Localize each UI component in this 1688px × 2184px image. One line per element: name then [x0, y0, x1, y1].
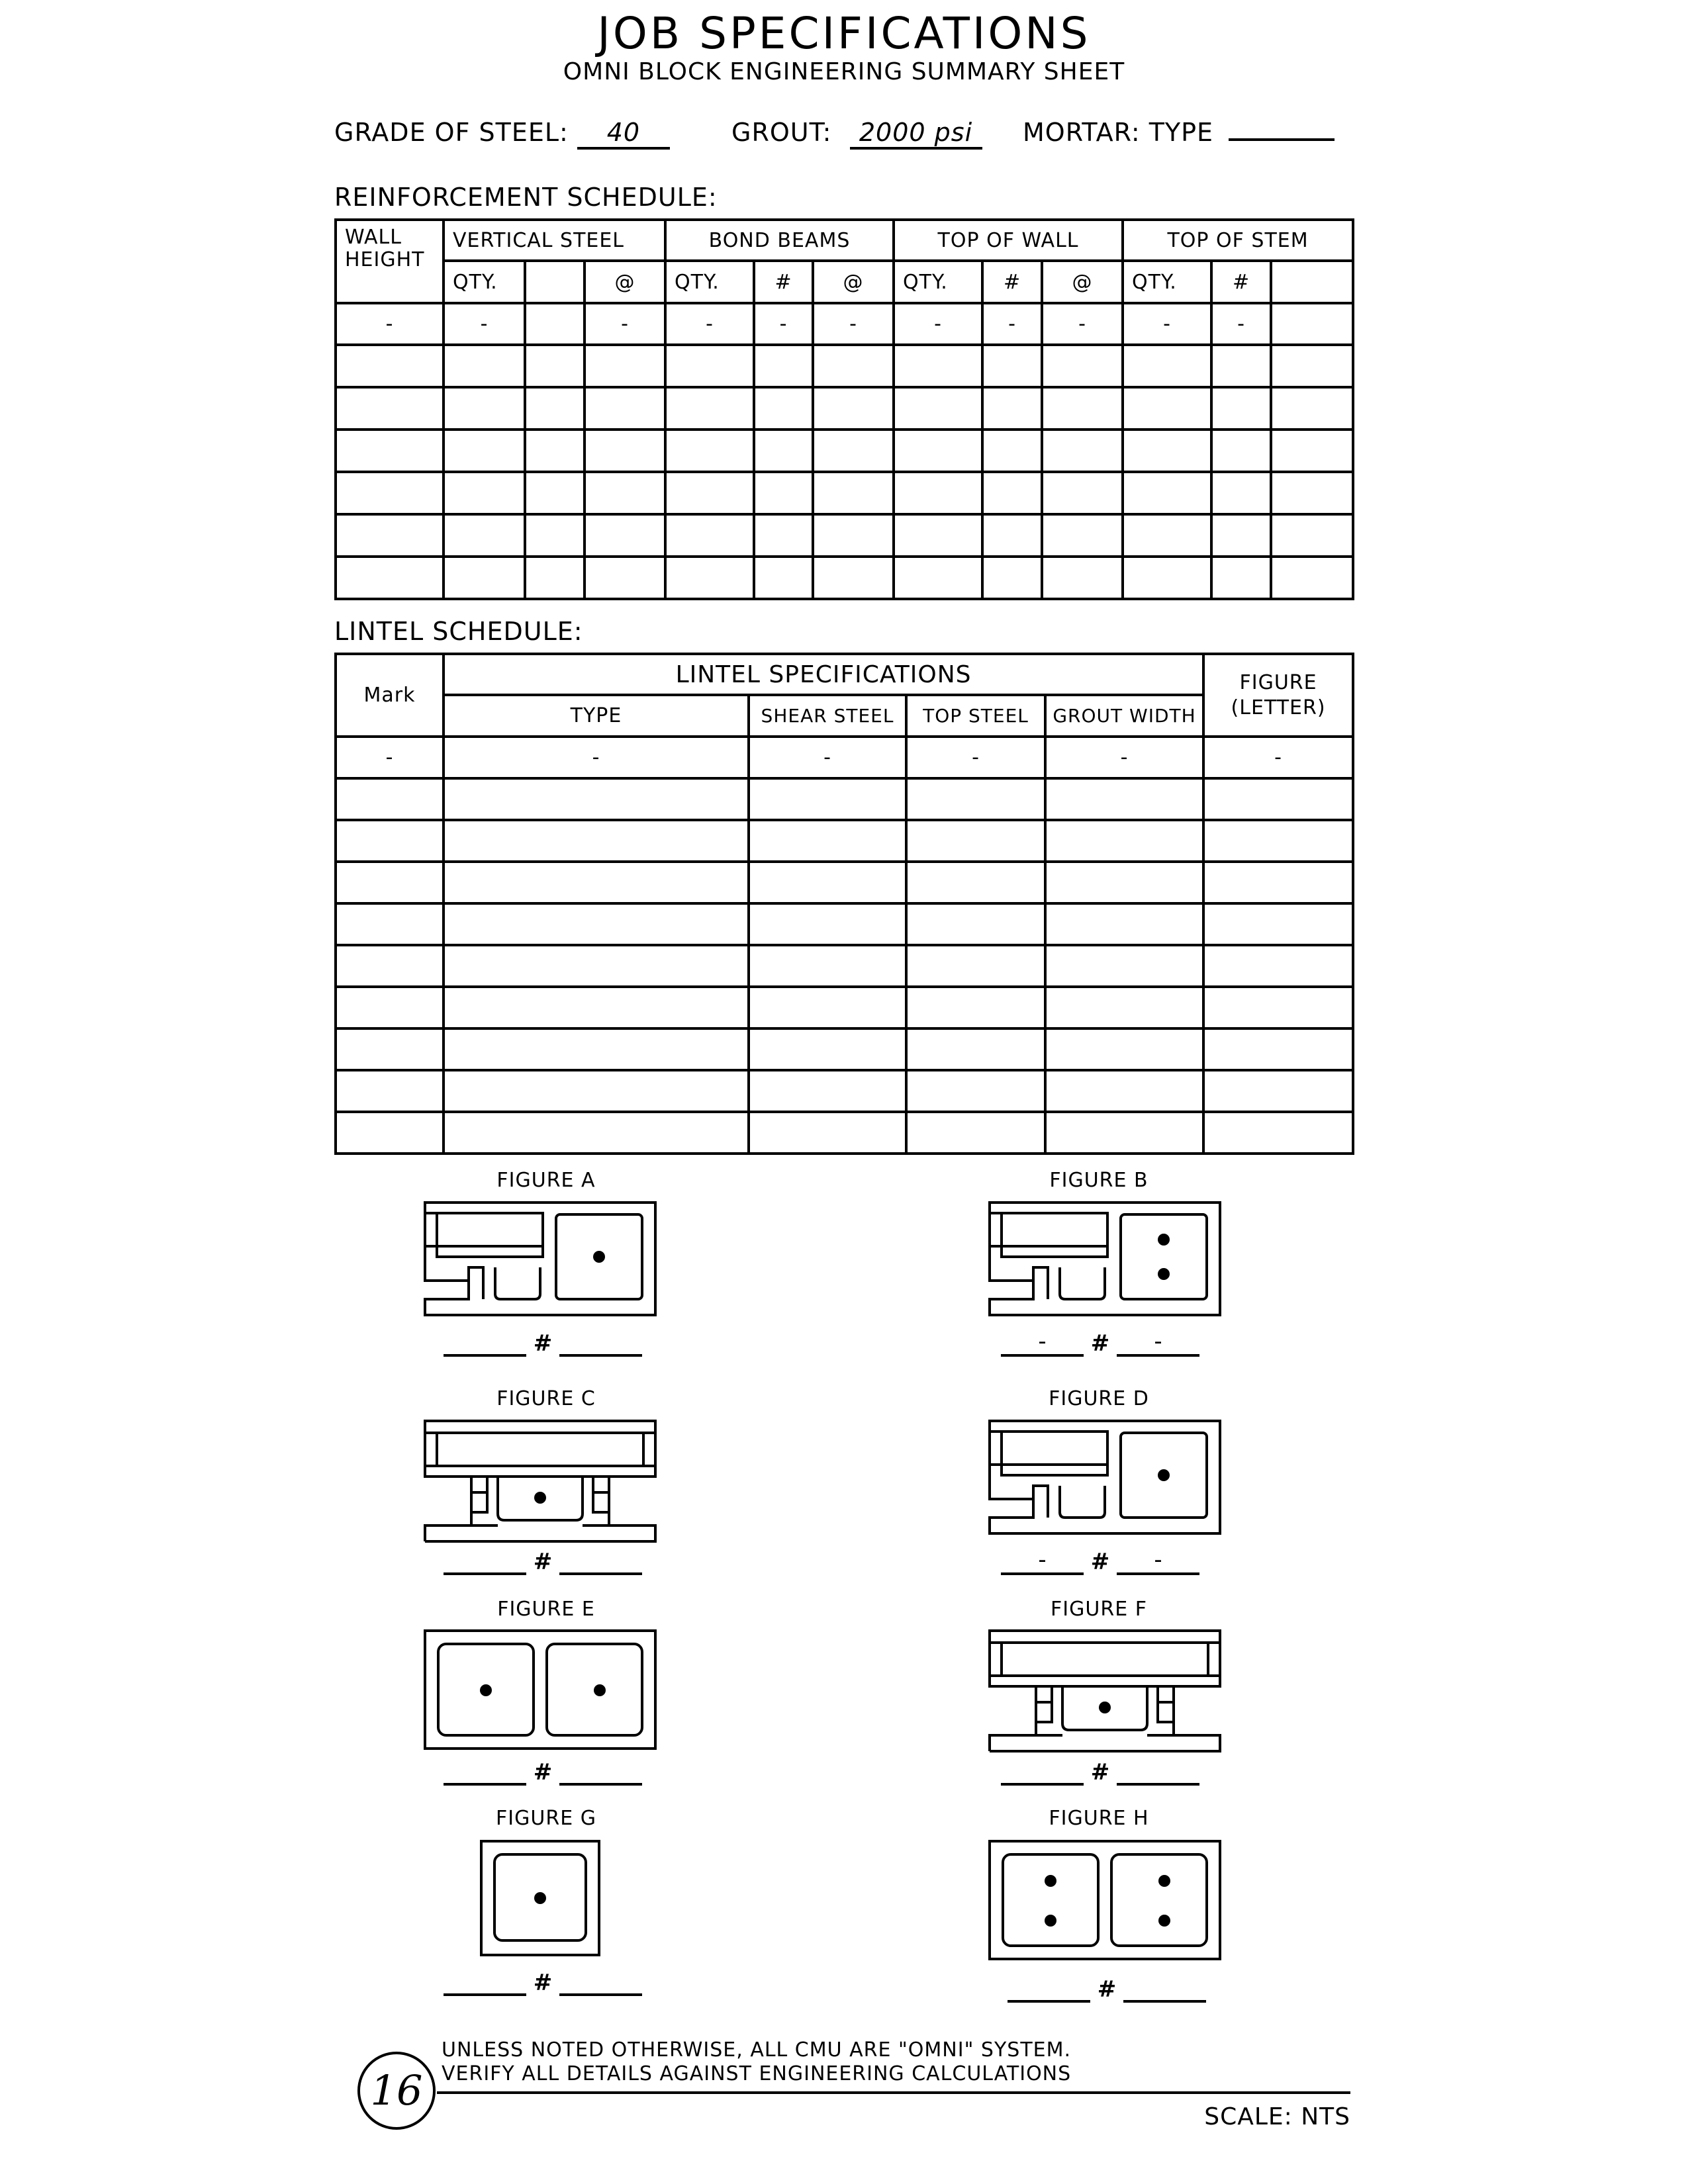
table-cell[interactable]	[1045, 945, 1203, 987]
table-cell[interactable]	[1271, 430, 1353, 472]
table-row	[336, 903, 1353, 945]
table-cell[interactable]	[894, 430, 982, 472]
page-number-badge: 16	[357, 2052, 436, 2130]
table-cell[interactable]	[444, 1070, 749, 1112]
table-row	[336, 862, 1353, 903]
figure-a-label: FIGURE A	[496, 1169, 596, 1192]
table-cell[interactable]	[749, 1112, 906, 1154]
wall-height-header: WALL HEIGHT	[336, 220, 444, 303]
table-cell[interactable]	[1042, 430, 1123, 472]
table-cell[interactable]	[1271, 345, 1353, 387]
table-cell[interactable]: -	[982, 303, 1042, 345]
table-row	[336, 303, 1353, 345]
table-cell[interactable]	[1203, 778, 1353, 820]
grout-field	[731, 118, 982, 150]
hash-symbol: #	[1097, 1976, 1117, 2003]
table-cell[interactable]	[336, 1112, 444, 1154]
table-cell[interactable]	[813, 430, 894, 472]
table-cell[interactable]: -	[813, 303, 894, 345]
bond-beams-header: BOND BEAMS	[665, 220, 894, 261]
table-cell[interactable]	[1042, 557, 1123, 599]
lintel-specifications-header: LINTEL SPECIFICATIONS	[444, 654, 1203, 695]
hash-symbol: #	[533, 1330, 553, 1357]
table-cell[interactable]	[813, 472, 894, 514]
table-cell[interactable]	[1271, 514, 1353, 557]
figure-c-bar-spec	[437, 1549, 649, 1575]
table-cell[interactable]	[813, 514, 894, 557]
table-cell[interactable]	[525, 472, 585, 514]
figure-b-size-blank[interactable]: -	[1117, 1332, 1199, 1357]
table-cell[interactable]: -	[444, 303, 525, 345]
grout-width-header: GROUT WIDTH	[1045, 695, 1203, 737]
table-cell[interactable]	[336, 778, 444, 820]
grade-of-steel-value[interactable]: 40	[577, 118, 670, 150]
table-cell[interactable]	[1271, 303, 1353, 345]
mortar-field	[1023, 118, 1335, 147]
table-cell[interactable]	[336, 820, 444, 862]
table-cell[interactable]	[894, 514, 982, 557]
reinforcement-table	[334, 218, 1354, 600]
reinforcement-header-row	[336, 220, 1353, 261]
table-cell[interactable]	[749, 1070, 906, 1112]
subheader-cell: @	[585, 261, 665, 303]
figure-b-quantity-blank[interactable]: -	[1001, 1332, 1084, 1357]
table-cell[interactable]	[665, 430, 754, 472]
figure-c-diagram	[424, 1420, 662, 1545]
table-cell[interactable]	[1123, 514, 1211, 557]
table-row	[336, 987, 1353, 1028]
mark-header: Mark	[336, 654, 444, 737]
table-cell[interactable]	[525, 303, 585, 345]
hash-symbol: #	[533, 1549, 553, 1575]
table-cell[interactable]	[444, 778, 749, 820]
table-cell[interactable]	[444, 1112, 749, 1154]
table-cell[interactable]	[585, 557, 665, 599]
table-cell[interactable]	[585, 430, 665, 472]
table-cell[interactable]: -	[1045, 737, 1203, 778]
table-cell[interactable]	[665, 345, 754, 387]
figure-d-diagram	[988, 1420, 1227, 1545]
table-cell[interactable]	[525, 345, 585, 387]
hash-symbol: #	[533, 1970, 553, 1996]
table-cell[interactable]	[1045, 987, 1203, 1028]
table-cell[interactable]	[982, 514, 1042, 557]
table-cell[interactable]	[1211, 387, 1271, 430]
table-cell[interactable]	[336, 1070, 444, 1112]
table-cell[interactable]	[906, 1070, 1045, 1112]
table-row	[336, 1070, 1353, 1112]
table-cell[interactable]	[906, 820, 1045, 862]
table-cell[interactable]	[1123, 387, 1211, 430]
vertical-steel-header: VERTICAL STEEL	[444, 220, 665, 261]
lintel-subheader-row	[336, 695, 1353, 737]
table-cell[interactable]	[336, 987, 444, 1028]
figure-letter-header: FIGURE (LETTER)	[1203, 654, 1353, 737]
figure-d-quantity-blank[interactable]: -	[1001, 1550, 1084, 1575]
lintel-schedule-label: LINTEL SCHEDULE:	[334, 617, 583, 646]
table-cell[interactable]	[585, 345, 665, 387]
subheader-cell: @	[813, 261, 894, 303]
table-row	[336, 1028, 1353, 1070]
table-cell[interactable]: -	[1211, 303, 1271, 345]
figure-d-size-blank[interactable]: -	[1117, 1550, 1199, 1575]
shear-steel-header: SHEAR STEEL	[749, 695, 906, 737]
reinforcement-schedule-label: REINFORCEMENT SCHEDULE:	[334, 183, 718, 212]
table-cell[interactable]: -	[1203, 737, 1353, 778]
table-cell[interactable]	[1045, 903, 1203, 945]
table-cell[interactable]	[585, 387, 665, 430]
table-cell[interactable]: -	[585, 303, 665, 345]
grade-of-steel-label: GRADE OF STEEL:	[334, 118, 569, 147]
table-cell[interactable]	[444, 387, 525, 430]
table-row	[336, 945, 1353, 987]
figure-f-quantity-blank[interactable]	[1001, 1760, 1084, 1786]
subheader-cell: QTY.	[894, 261, 982, 303]
table-cell[interactable]	[1123, 557, 1211, 599]
table-cell[interactable]	[1203, 1028, 1353, 1070]
table-cell[interactable]	[336, 430, 444, 472]
table-cell[interactable]	[982, 472, 1042, 514]
table-cell[interactable]	[1042, 472, 1123, 514]
table-cell[interactable]	[813, 345, 894, 387]
table-cell[interactable]	[894, 557, 982, 599]
hash-symbol: #	[533, 1759, 553, 1786]
top-of-stem-header: TOP OF STEM	[1123, 220, 1353, 261]
lintel-table	[334, 653, 1354, 1155]
table-cell[interactable]	[336, 862, 444, 903]
table-cell[interactable]	[894, 472, 982, 514]
table-cell[interactable]	[1203, 862, 1353, 903]
table-cell[interactable]	[906, 903, 1045, 945]
table-cell[interactable]	[1211, 430, 1271, 472]
figure-e-bar-spec	[437, 1759, 649, 1786]
figure-g-size-blank[interactable]	[559, 1971, 642, 1996]
table-cell[interactable]: -	[906, 737, 1045, 778]
table-cell[interactable]	[754, 514, 813, 557]
table-cell[interactable]	[444, 514, 525, 557]
subheader-cell: #	[754, 261, 813, 303]
table-cell[interactable]	[1203, 945, 1353, 987]
reinforcement-subheader-row	[336, 261, 1353, 303]
table-cell[interactable]	[336, 1028, 444, 1070]
table-cell[interactable]	[1123, 430, 1211, 472]
table-row	[336, 557, 1353, 599]
table-cell[interactable]	[585, 514, 665, 557]
lintel-header-row	[336, 654, 1353, 695]
table-cell[interactable]	[525, 557, 585, 599]
table-row	[336, 345, 1353, 387]
table-cell[interactable]: -	[894, 303, 982, 345]
table-row	[336, 387, 1353, 430]
table-cell[interactable]	[1203, 903, 1353, 945]
table-cell[interactable]	[444, 903, 749, 945]
footer-rule	[437, 2091, 1350, 2094]
table-cell[interactable]	[665, 514, 754, 557]
table-cell[interactable]	[1123, 472, 1211, 514]
top-steel-header: TOP STEEL	[906, 695, 1045, 737]
figure-h-label: FIGURE H	[1049, 1807, 1149, 1830]
figure-d-bar-spec	[994, 1549, 1206, 1575]
table-cell[interactable]	[894, 345, 982, 387]
table-cell[interactable]	[444, 557, 525, 599]
mortar-label: MORTAR: TYPE	[1023, 118, 1214, 147]
table-cell[interactable]: -	[1123, 303, 1211, 345]
table-cell[interactable]	[444, 945, 749, 987]
table-cell[interactable]	[1042, 514, 1123, 557]
figure-f-bar-spec	[994, 1759, 1206, 1786]
table-cell[interactable]	[982, 387, 1042, 430]
table-cell[interactable]	[1042, 387, 1123, 430]
table-cell[interactable]	[1042, 345, 1123, 387]
table-cell[interactable]	[665, 387, 754, 430]
table-cell[interactable]	[665, 472, 754, 514]
table-cell[interactable]	[754, 472, 813, 514]
table-cell[interactable]	[1211, 557, 1271, 599]
figure-b-label: FIGURE B	[1049, 1169, 1149, 1192]
table-cell[interactable]	[336, 514, 444, 557]
scale-label: SCALE: NTS	[1204, 2103, 1350, 2130]
table-cell[interactable]	[1045, 820, 1203, 862]
table-cell[interactable]	[1211, 472, 1271, 514]
figure-e-label: FIGURE E	[497, 1598, 595, 1621]
table-cell[interactable]	[585, 472, 665, 514]
table-cell[interactable]	[754, 557, 813, 599]
table-cell[interactable]	[1045, 1028, 1203, 1070]
footer-note-line1: UNLESS NOTED OTHERWISE, ALL CMU ARE "OMNI" SYSTEM.	[442, 2038, 1072, 2062]
table-cell[interactable]	[444, 820, 749, 862]
figure-a-diagram	[424, 1201, 662, 1327]
table-cell[interactable]	[982, 430, 1042, 472]
table-cell[interactable]: -	[665, 303, 754, 345]
figure-e-diagram	[424, 1629, 662, 1755]
grade-of-steel-field	[334, 118, 670, 150]
grout-label: GROUT:	[731, 118, 832, 147]
table-cell[interactable]	[749, 862, 906, 903]
subheader-cell: #	[1211, 261, 1271, 303]
table-cell[interactable]	[1203, 1112, 1353, 1154]
table-cell[interactable]	[906, 778, 1045, 820]
table-cell[interactable]: -	[1042, 303, 1123, 345]
table-cell[interactable]: -	[749, 737, 906, 778]
figure-c-label: FIGURE C	[496, 1387, 596, 1410]
subheader-cell: QTY.	[1123, 261, 1211, 303]
figure-a-bar-spec	[437, 1330, 649, 1357]
subheader-cell	[525, 261, 585, 303]
table-cell[interactable]: -	[444, 737, 749, 778]
table-cell[interactable]	[906, 945, 1045, 987]
table-cell[interactable]	[444, 472, 525, 514]
table-cell[interactable]	[813, 387, 894, 430]
grout-value[interactable]: 2000 psi	[850, 118, 982, 150]
table-cell[interactable]	[1211, 345, 1271, 387]
table-cell[interactable]	[1203, 1070, 1353, 1112]
subheader-cell: QTY.	[665, 261, 754, 303]
table-row	[336, 430, 1353, 472]
figure-b-diagram	[988, 1201, 1227, 1327]
hash-symbol: #	[1090, 1759, 1110, 1786]
hash-symbol: #	[1090, 1330, 1110, 1357]
table-cell[interactable]: -	[336, 737, 444, 778]
figure-e-size-blank[interactable]	[559, 1760, 642, 1786]
figure-h-size-blank[interactable]	[1123, 1978, 1206, 2003]
figure-f-size-blank[interactable]	[1117, 1760, 1199, 1786]
table-cell[interactable]	[665, 557, 754, 599]
figure-d-label: FIGURE D	[1049, 1387, 1149, 1410]
table-cell[interactable]	[749, 903, 906, 945]
table-cell[interactable]	[336, 903, 444, 945]
table-cell[interactable]	[894, 387, 982, 430]
footer-note-line2: VERIFY ALL DETAILS AGAINST ENGINEERING CALCULATIONS	[442, 2062, 1072, 2085]
table-cell[interactable]	[1203, 820, 1353, 862]
table-cell[interactable]	[444, 862, 749, 903]
figure-b-bar-spec	[994, 1330, 1206, 1357]
figure-g-quantity-blank[interactable]	[444, 1971, 526, 1996]
table-cell[interactable]	[1211, 514, 1271, 557]
table-cell[interactable]	[336, 345, 444, 387]
page-subtitle: OMNI BLOCK ENGINEERING SUMMARY SHEET	[563, 58, 1125, 85]
table-cell[interactable]	[1123, 345, 1211, 387]
table-cell[interactable]	[749, 820, 906, 862]
figure-h-quantity-blank[interactable]	[1008, 1978, 1090, 2003]
mortar-value[interactable]	[1229, 138, 1335, 141]
table-row	[336, 737, 1353, 778]
table-cell[interactable]	[336, 472, 444, 514]
table-cell[interactable]	[1045, 1112, 1203, 1154]
subheader-cell: QTY.	[444, 261, 525, 303]
figure-c-size-blank[interactable]	[559, 1550, 642, 1575]
table-cell[interactable]	[336, 945, 444, 987]
table-cell[interactable]	[749, 1028, 906, 1070]
figure-h-diagram	[988, 1840, 1227, 1966]
table-row	[336, 778, 1353, 820]
table-cell[interactable]	[525, 514, 585, 557]
table-cell[interactable]	[906, 987, 1045, 1028]
figure-g-label: FIGURE G	[496, 1807, 596, 1830]
figure-f-diagram	[988, 1629, 1227, 1755]
table-cell[interactable]	[336, 387, 444, 430]
table-cell[interactable]	[1271, 387, 1353, 430]
page-title: JOB SPECIFICATIONS	[597, 8, 1091, 59]
table-cell[interactable]	[1045, 778, 1203, 820]
table-cell[interactable]	[982, 557, 1042, 599]
figure-g-diagram	[480, 1840, 606, 1966]
table-cell[interactable]	[754, 430, 813, 472]
table-cell[interactable]: -	[754, 303, 813, 345]
figure-h-bar-spec	[1001, 1976, 1213, 2003]
table-row	[336, 472, 1353, 514]
table-cell[interactable]	[813, 557, 894, 599]
table-cell[interactable]	[444, 987, 749, 1028]
subheader-cell	[1271, 261, 1353, 303]
table-cell[interactable]	[906, 1112, 1045, 1154]
table-cell[interactable]	[444, 1028, 749, 1070]
table-cell[interactable]	[525, 387, 585, 430]
table-cell[interactable]	[1271, 472, 1353, 514]
table-cell[interactable]	[754, 387, 813, 430]
subheader-cell: @	[1042, 261, 1123, 303]
table-cell[interactable]	[1045, 1070, 1203, 1112]
table-row	[336, 514, 1353, 557]
type-header: TYPE	[444, 695, 749, 737]
table-cell[interactable]	[1045, 862, 1203, 903]
table-row	[336, 820, 1353, 862]
table-cell[interactable]	[1203, 987, 1353, 1028]
table-cell[interactable]	[444, 345, 525, 387]
table-cell[interactable]	[444, 430, 525, 472]
table-cell[interactable]	[906, 862, 1045, 903]
table-cell[interactable]	[749, 987, 906, 1028]
table-cell[interactable]	[749, 778, 906, 820]
figure-e-quantity-blank[interactable]	[444, 1760, 526, 1786]
figure-a-size-blank[interactable]	[559, 1332, 642, 1357]
table-cell[interactable]	[525, 430, 585, 472]
figure-g-bar-spec	[437, 1970, 649, 1996]
table-cell[interactable]: -	[336, 303, 444, 345]
subheader-cell: #	[982, 261, 1042, 303]
top-of-wall-header: TOP OF WALL	[894, 220, 1123, 261]
figure-a-quantity-blank[interactable]	[444, 1332, 526, 1357]
figure-c-quantity-blank[interactable]	[444, 1550, 526, 1575]
table-row	[336, 1112, 1353, 1154]
table-cell[interactable]	[906, 1028, 1045, 1070]
hash-symbol: #	[1090, 1549, 1110, 1575]
table-cell[interactable]	[754, 345, 813, 387]
table-cell[interactable]	[336, 557, 444, 599]
table-cell[interactable]	[749, 945, 906, 987]
figure-f-label: FIGURE F	[1051, 1598, 1147, 1621]
table-cell[interactable]	[1271, 557, 1353, 599]
table-cell[interactable]	[982, 345, 1042, 387]
